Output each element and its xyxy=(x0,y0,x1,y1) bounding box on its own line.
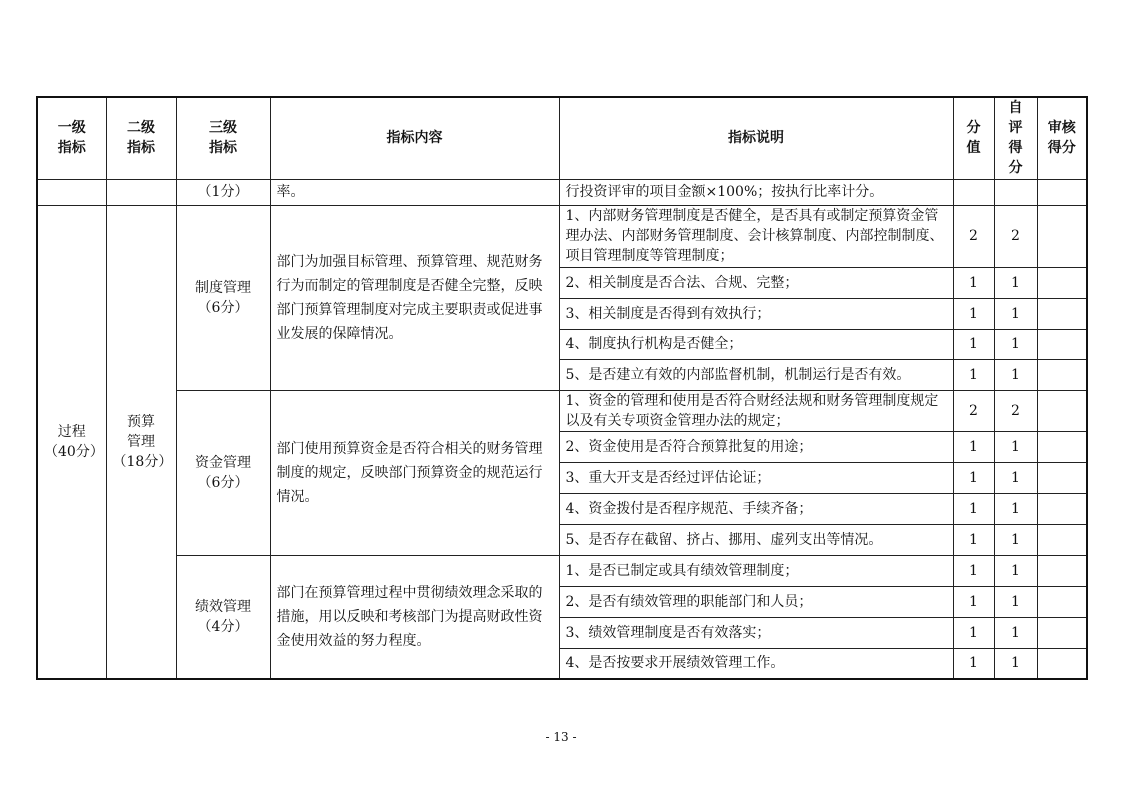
value-cell: 1 xyxy=(953,555,994,586)
value-cell: 1 xyxy=(953,298,994,329)
description-cell: 1、内部财务管理制度是否健全，是否具有或制定预算资金管理办法、内部财务管理制度、会计核算制度、内部控制制度、项目管理制度等管理制度； xyxy=(559,205,953,267)
audit-score-cell xyxy=(1037,390,1087,431)
self-score-cell: 2 xyxy=(994,205,1037,267)
description-cell: 1、是否已制定或具有绩效管理制度； xyxy=(559,555,953,586)
level2-cell xyxy=(106,205,176,679)
header-content: 指标内容 xyxy=(270,97,559,179)
self-score-cell: 1 xyxy=(994,431,1037,462)
description-cell: 5、是否建立有效的内部监督机制，机制运行是否有效。 xyxy=(559,359,953,390)
cell-empty xyxy=(994,179,1037,205)
self-score-cell: 1 xyxy=(994,617,1037,648)
level3-score: （1分） xyxy=(176,179,270,205)
table-row xyxy=(37,205,1087,267)
level3-name: 制度管理 xyxy=(195,279,251,296)
self-score-cell: 1 xyxy=(994,493,1037,524)
self-score-cell: 1 xyxy=(994,586,1037,617)
level1-cell xyxy=(37,205,106,679)
level1-score: （40分） xyxy=(44,443,104,460)
level3-cell xyxy=(176,390,270,555)
content-cell: 部门在预算管理过程中贯彻绩效理念采取的措施，用以反映和考核部门为提高财政性资金使用效益的努力程度。 xyxy=(270,555,559,679)
level2-score: （18分） xyxy=(112,453,173,470)
audit-score-cell xyxy=(1037,555,1087,586)
table-row xyxy=(37,390,1087,431)
audit-score-cell xyxy=(1037,524,1087,555)
level3-name: 绩效管理 xyxy=(195,598,251,615)
table-row xyxy=(37,555,1087,586)
cell-empty xyxy=(1037,179,1087,205)
value-cell: 1 xyxy=(953,524,994,555)
description-cell: 4、是否按要求开展绩效管理工作。 xyxy=(559,648,953,679)
header-level2: 二级 指标 xyxy=(106,97,176,179)
audit-score-cell xyxy=(1037,648,1087,679)
level3-score: （6分） xyxy=(197,299,249,316)
level3-cell xyxy=(176,205,270,390)
description-cell: 4、资金拨付是否程序规范、手续齐备； xyxy=(559,493,953,524)
content-cell: 部门为加强目标管理、预算管理、规范财务行为而制定的管理制度是否健全完整，反映部门预算管理制度对完成主要职责或促进事业发展的保障情况。 xyxy=(270,205,559,390)
self-score-cell: 1 xyxy=(994,298,1037,329)
audit-score-cell xyxy=(1037,493,1087,524)
content-cell: 部门使用预算资金是否符合相关的财务管理制度的规定，反映部门预算资金的规范运行情况。 xyxy=(270,390,559,555)
audit-score-cell xyxy=(1037,359,1087,390)
audit-score-cell xyxy=(1037,329,1087,359)
audit-score-cell xyxy=(1037,267,1087,298)
value-cell: 2 xyxy=(953,205,994,267)
level3-score: （6分） xyxy=(197,474,249,491)
value-cell: 1 xyxy=(953,586,994,617)
description-cell: 3、绩效管理制度是否有效落实； xyxy=(559,617,953,648)
audit-score-cell xyxy=(1037,462,1087,493)
page-number: - 13 - xyxy=(545,730,577,744)
self-score-cell: 2 xyxy=(994,390,1037,431)
description-cell: 3、相关制度是否得到有效执行； xyxy=(559,298,953,329)
description-cell: 2、相关制度是否合法、合规、完整； xyxy=(559,267,953,298)
level1-name: 过程 xyxy=(57,423,86,440)
header-value: 分 值 xyxy=(953,97,994,179)
description-cell: 1、资金的管理和使用是否符合财经法规和财务管理制度规定以及有关专项资金管理办法的规定； xyxy=(559,390,953,431)
audit-score-cell xyxy=(1037,298,1087,329)
description-cell: 2、是否有绩效管理的职能部门和人员； xyxy=(559,586,953,617)
description-cell: 行投资评审的项目金额×100%；按执行比率计分。 xyxy=(559,179,953,205)
value-cell: 1 xyxy=(953,267,994,298)
content-cell: 率。 xyxy=(270,179,559,205)
self-score-cell: 1 xyxy=(994,267,1037,298)
self-score-cell: 1 xyxy=(994,648,1037,679)
level3-score: （4分） xyxy=(197,618,249,635)
evaluation-table xyxy=(36,96,1088,680)
value-cell: 1 xyxy=(953,431,994,462)
self-score-cell: 1 xyxy=(994,462,1037,493)
cell-empty xyxy=(106,179,176,205)
header-audit-score: 审核 得分 xyxy=(1037,97,1087,179)
self-score-cell: 1 xyxy=(994,359,1037,390)
level3-cell xyxy=(176,555,270,679)
table-row xyxy=(37,179,1087,205)
self-score-cell: 1 xyxy=(994,555,1037,586)
self-score-cell: 1 xyxy=(994,329,1037,359)
audit-score-cell xyxy=(1037,617,1087,648)
header-row xyxy=(37,97,1087,179)
description-cell: 4、制度执行机构是否健全； xyxy=(559,329,953,359)
value-cell: 1 xyxy=(953,462,994,493)
description-cell: 5、是否存在截留、挤占、挪用、虚列支出等情况。 xyxy=(559,524,953,555)
description-cell: 2、资金使用是否符合预算批复的用途； xyxy=(559,431,953,462)
audit-score-cell xyxy=(1037,586,1087,617)
value-cell: 2 xyxy=(953,390,994,431)
audit-score-cell xyxy=(1037,205,1087,267)
header-self-score: 自 评 得 分 xyxy=(994,97,1037,179)
level2-name: 预算 管理 xyxy=(127,413,155,450)
value-cell: 1 xyxy=(953,359,994,390)
header-level3: 三级 指标 xyxy=(176,97,270,179)
self-score-cell: 1 xyxy=(994,524,1037,555)
header-description: 指标说明 xyxy=(559,97,953,179)
value-cell: 1 xyxy=(953,493,994,524)
level3-name: 资金管理 xyxy=(195,454,251,471)
audit-score-cell xyxy=(1037,431,1087,462)
description-cell: 3、重大开支是否经过评估论证； xyxy=(559,462,953,493)
header-level1: 一级 指标 xyxy=(37,97,106,179)
cell-empty xyxy=(953,179,994,205)
value-cell: 1 xyxy=(953,648,994,679)
value-cell: 1 xyxy=(953,617,994,648)
cell-empty xyxy=(37,179,106,205)
value-cell: 1 xyxy=(953,329,994,359)
